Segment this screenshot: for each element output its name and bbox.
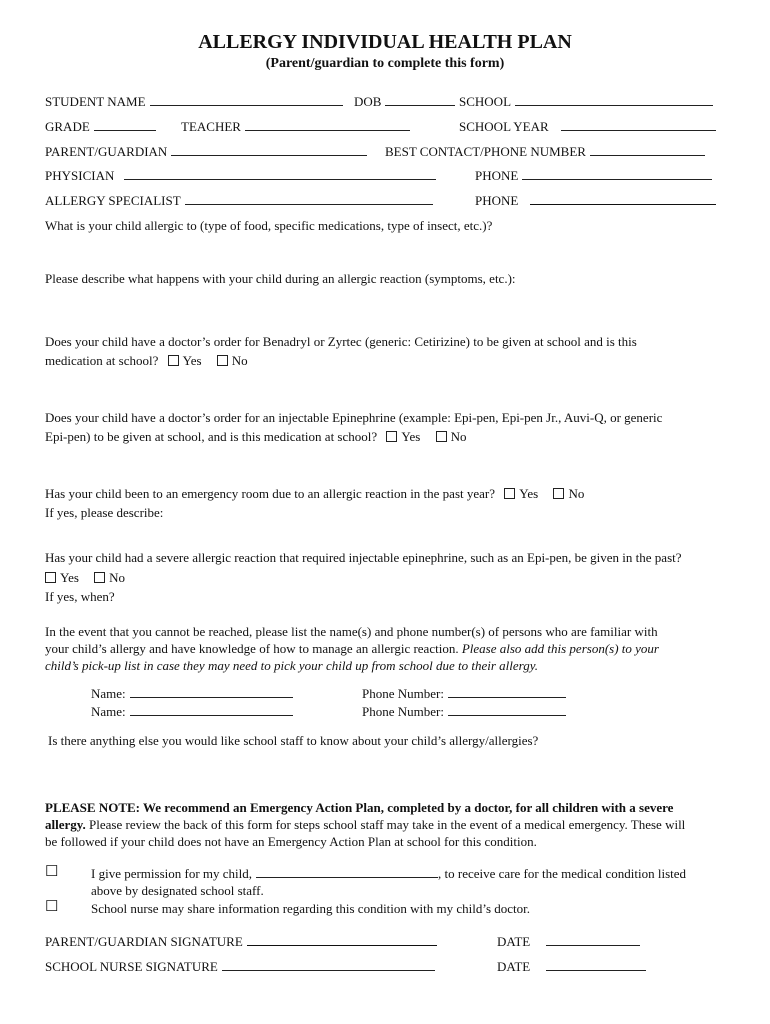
child-name-blank[interactable] bbox=[256, 866, 438, 878]
nurse-date-field[interactable] bbox=[497, 959, 646, 975]
question-severe-reaction-options bbox=[45, 570, 125, 586]
benadryl-no-checkbox[interactable] bbox=[217, 355, 228, 366]
benadryl-yes-checkbox[interactable] bbox=[168, 355, 179, 366]
school-year-label: SCHOOL YEAR bbox=[459, 119, 549, 134]
note-line2-text: Please review the back of this form for steps school staff may take in the event of a medical emergency. These will bbox=[89, 817, 686, 832]
permission-share-checkbox[interactable]: ☐ bbox=[45, 899, 59, 915]
question-allergy-type: What is your child allergic to (type of food, specific medications, type of insect, etc.)? bbox=[45, 218, 493, 233]
contact-phone-field-1[interactable] bbox=[362, 686, 566, 702]
physician-field[interactable] bbox=[45, 168, 436, 184]
permission-care-line2: above by designated school staff. bbox=[91, 883, 264, 898]
question-emergency-room-describe: If yes, please describe: bbox=[45, 505, 164, 520]
note-allergy-bold: allergy. bbox=[45, 817, 86, 832]
parent-guardian-label: PARENT/GUARDIAN bbox=[45, 144, 168, 159]
severe-yes-checkbox[interactable] bbox=[45, 572, 56, 583]
contact-phone-label-2: Phone Number: bbox=[362, 704, 444, 719]
parent-guardian-field[interactable] bbox=[45, 144, 367, 160]
question-contacts-line1: In the event that you cannot be reached, please list the name(s) and phone number(s) of persons who are familiar with bbox=[45, 624, 658, 639]
epinephrine-yes-checkbox[interactable] bbox=[386, 431, 397, 442]
question-benadryl-line2 bbox=[45, 353, 248, 369]
question-epinephrine-text: Epi-pen) to be given at school, and is this medication at school? bbox=[45, 429, 378, 444]
contact-name-label-2: Name: bbox=[91, 704, 126, 719]
permission-care-text-a: I give permission for my child, bbox=[91, 866, 253, 881]
nurse-date-label: DATE bbox=[497, 959, 531, 974]
question-severe-reaction-when: If yes, when? bbox=[45, 589, 115, 604]
severe-yes-label: Yes bbox=[60, 570, 79, 585]
grade-field[interactable] bbox=[45, 119, 156, 135]
question-emergency-room-text: Has your child been to an emergency room due to an allergic reaction in the past year? bbox=[45, 486, 496, 501]
permission-share-text: School nurse may share information regarding this condition with my child’s doctor. bbox=[91, 901, 531, 916]
question-severe-reaction-line1: Has your child had a severe allergic reaction that required injectable epinephrine, such as an Epi-pen, be given in the past? bbox=[45, 550, 682, 565]
best-contact-label: BEST CONTACT/PHONE NUMBER bbox=[385, 144, 586, 159]
benadryl-no-label: No bbox=[231, 353, 248, 368]
note-line1: PLEASE NOTE: We recommend an Emergency Action Plan, completed by a doctor, for all children with a severe bbox=[45, 800, 674, 815]
question-contacts-text: your child’s allergy and have knowledge of how to manage an allergic reaction. bbox=[45, 641, 459, 656]
page-title: ALLERGY INDIVIDUAL HEALTH PLAN bbox=[198, 31, 572, 53]
page-subtitle: (Parent/guardian to complete this form) bbox=[265, 56, 505, 71]
dob-label: DOB bbox=[354, 94, 382, 109]
question-benadryl-line1: Does your child have a doctor’s order for Benadryl or Zyrtec (generic: Cetirizine) to be given at school and is this bbox=[45, 334, 637, 349]
allergy-specialist-field[interactable] bbox=[45, 193, 433, 209]
allergy-specialist-label: ALLERGY SPECIALIST bbox=[45, 193, 181, 208]
contact-phone-label-1: Phone Number: bbox=[362, 686, 444, 701]
epinephrine-no-checkbox[interactable] bbox=[436, 431, 447, 442]
question-emergency-room-line1 bbox=[45, 486, 584, 502]
permission-care-text-b: , to receive care for the medical condition listed bbox=[438, 866, 687, 881]
question-benadryl-text: medication at school? bbox=[45, 353, 159, 368]
benadryl-yes-label: Yes bbox=[182, 353, 202, 368]
question-contacts-line2 bbox=[45, 641, 659, 657]
question-additional-info: Is there anything else you would like school staff to know about your child’s allergy/allergies? bbox=[48, 733, 539, 748]
nurse-signature-label: SCHOOL NURSE SIGNATURE bbox=[45, 959, 218, 974]
specialist-phone-field[interactable] bbox=[475, 193, 716, 209]
parent-signature-label: PARENT/GUARDIAN SIGNATURE bbox=[45, 934, 243, 949]
teacher-field[interactable] bbox=[181, 119, 410, 135]
contact-phone-field-2[interactable] bbox=[362, 704, 566, 720]
teacher-label: TEACHER bbox=[181, 119, 241, 134]
question-contacts-line3: child’s pick-up list in case they may need to pick your child up from school due to their allergy. bbox=[45, 658, 539, 673]
severe-no-label: No bbox=[109, 570, 126, 585]
specialist-phone-label: PHONE bbox=[475, 193, 519, 208]
question-reaction-description: Please describe what happens with your child during an allergic reaction (symptoms, etc.): bbox=[45, 271, 516, 286]
dob-field[interactable] bbox=[354, 94, 455, 110]
epinephrine-no-label: No bbox=[450, 429, 467, 444]
question-contacts-italic: Please also add this person(s) to your bbox=[461, 641, 659, 656]
contact-name-field-2[interactable] bbox=[91, 704, 293, 720]
physician-phone-field[interactable] bbox=[475, 168, 712, 184]
best-contact-field[interactable] bbox=[385, 144, 705, 160]
school-year-field[interactable] bbox=[459, 119, 716, 135]
er-no-label: No bbox=[568, 486, 585, 501]
nurse-signature-field[interactable] bbox=[45, 959, 435, 975]
parent-date-label: DATE bbox=[497, 934, 531, 949]
physician-phone-label: PHONE bbox=[475, 168, 519, 183]
permission-care-checkbox[interactable]: ☐ bbox=[45, 864, 59, 880]
parent-signature-field[interactable] bbox=[45, 934, 437, 950]
question-epinephrine-line1: Does your child have a doctor’s order for an injectable Epinephrine (example: Epi-pen, Epi-pen Jr., Auvi-Q, or generic bbox=[45, 410, 663, 425]
school-field[interactable] bbox=[459, 94, 713, 110]
er-yes-label: Yes bbox=[519, 486, 539, 501]
school-label: SCHOOL bbox=[459, 94, 512, 109]
contact-name-field-1[interactable] bbox=[91, 686, 293, 702]
question-epinephrine-line2 bbox=[45, 429, 466, 445]
epinephrine-yes-label: Yes bbox=[401, 429, 421, 444]
er-no-checkbox[interactable] bbox=[553, 488, 564, 499]
permission-care-line1 bbox=[91, 866, 686, 882]
grade-label: GRADE bbox=[45, 119, 90, 134]
note-line2 bbox=[45, 817, 685, 833]
student-name-field[interactable] bbox=[45, 94, 343, 110]
student-name-label: STUDENT NAME bbox=[45, 94, 146, 109]
er-yes-checkbox[interactable] bbox=[504, 488, 515, 499]
note-line3: be followed if your child does not have an Emergency Action Plan at school for this condition. bbox=[45, 834, 537, 849]
physician-label: PHYSICIAN bbox=[45, 168, 115, 183]
parent-date-field[interactable] bbox=[497, 934, 640, 950]
contact-name-label-1: Name: bbox=[91, 686, 126, 701]
severe-no-checkbox[interactable] bbox=[94, 572, 105, 583]
